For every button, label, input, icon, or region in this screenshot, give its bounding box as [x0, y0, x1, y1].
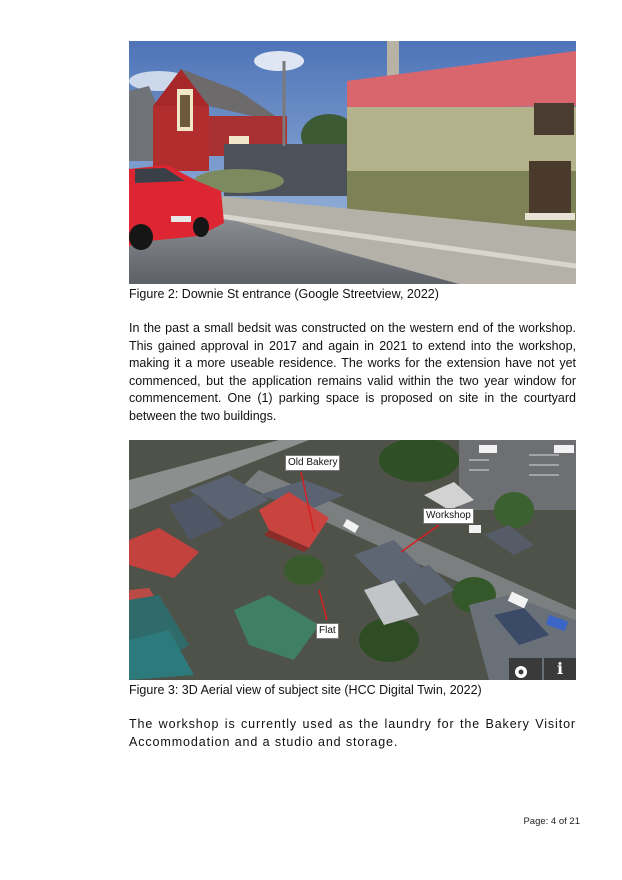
streetview-photo	[129, 41, 576, 284]
label-workshop: Workshop	[423, 508, 474, 524]
figure-3-caption: Figure 3: 3D Aerial view of subject site (HCC Digital Twin, 2022)	[129, 683, 482, 697]
page-number: Page: 4 of 21	[523, 816, 580, 827]
body-paragraph-workshop-use: The workshop is currently used as the laundry for the Bakery Visitor Accommodation and a studio and storage.	[129, 717, 576, 749]
label-flat: Flat	[316, 623, 339, 639]
aerial-view-photo	[129, 440, 576, 680]
figure-2-caption: Figure 2: Downie St entrance (Google Streetview, 2022)	[129, 287, 439, 301]
body-paragraph-bedsit: In the past a small bedsit was constructed on the western end of the workshop. This gained approval in 2017 and again in 2021 to extend into the workshop, making it a more useable residence. The works for the extension have not yet commenced, but the application remains valid within the two year window for commencement. One (1) parking space is proposed on site in the courtyard between the two buildings.	[129, 321, 576, 423]
info-icon[interactable]: i	[556, 659, 564, 678]
label-old-bakery: Old Bakery	[285, 455, 340, 471]
location-pin-icon[interactable]	[509, 658, 542, 680]
